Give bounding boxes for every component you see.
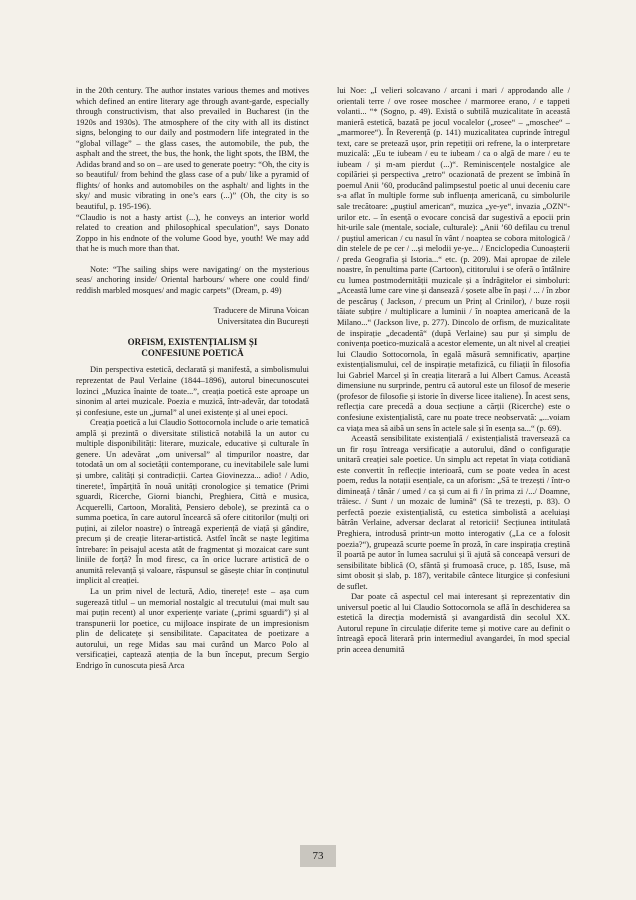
left-column [76,86,309,671]
paragraph-city-poetry: in the 20th century. The author instates various themes and motives which defined an entire literary age through avant-garde, especially through constructivism, that also prevailed in Bucharest (in the 1920s and 1930s). The atmosphere of the city with all its distinct signs, belonging to our daily and postmodern life integrated in the “global village” – the glass cases, the automobile, the pub, the asphalt and the street, the bus, the honk, the light spots, the IBM, the Adidas brand and so on – are used to generate poetry: “Oh, the city is so beautiful/ from behind the glass case of a pub/ like a pyramid of flights/ of honks and automobiles on the asphalt/ and lights in the sky/ and music vibrating in one’s ears (...)” (Oh, the city is so beautiful, p. 195-196). [76,86,309,212]
paragraph-avant-garde: Dar poate că aspectul cel mai interesant și reprezentativ din universul poetic al lui Claudio Sottocornola se află în deschiderea sa estetică la direcția modernistă și avangardistă din secolul XX. Autorul repune în circulație diferite teme și motive care au definit o întreagă epocă literară prin intermediul avangardei, în mod special prin aceea denumită [337,592,570,654]
paragraph-first-reading: La un prim nivel de lectură, Adio, tinerețe! este – așa cum sugerează titlul – un memorial nostalgic al trecutului (mai mult sau mai puțin recent) al unor experiențe variate („primi sguardi”) și al transpunerii lor poetice, cu mijloace inspirate de un impresionism plin de delicatețe și sensibilitate. Capacitatea de poetizare a autorului, un rege Midas sau mai curând un Marco Polo al versificației, captează atenția de la bun început, precum Sergio Endrigo în cunoscuta piesă Arca [76,586,309,670]
paragraph-musicality: lui Noe: „I velieri solcavano / arcani i mari / approdando alle / orientali terre / ove rosee moschee / marmoree erano, / e tappeti volanti... “* (Sogno, p. 49). Există o subtilă muzicalitate în această manieră estetică, bazată pe jocul vocalelor („rosee“ – „moschee“ – „marmoree“). În Reverenţă (p. 141) muzicalitatea cuprinde întregul text, care se pretează ușor, prin repetiții ori refrene, la o interpretare muzicală: „Eu te iubeam / eu te iubeam / ca o algă de mare / eu te iubeam / și m-am pierdut (...)“. Reminiscențele nostalgice ale copilăriei și perspectiva „retro“ ocazionată de prezent se îmbină în poemul Anii ’60, producând palimpsestul poetic al unui deceniu care s-a aflat în multiple forme sub influența americană, cu simbolurile sale trecătoare: „puștiul american“, muzica „ye-ye“, invazia „OZN“-urilor etc. – în esență o evocare concisă dar sugestivă a epocii prin hit-urile sale (mentale, sociale, culturale): „Anii ’60 defilau cu trenul / puștiul american / cu nasul în vânt / noaptea se cobora mitologică / din stelele de pe cer / ...și melodii ye-ye... / Enciclopedia Cunoașterii / preda Geografia și Istoria...“ etc. (p. 209). Mai apropae de zilele noastre, în penultima parte (Cartoon), cititorului i se oferă o întâlnire cu lumea postmodernității muzicale și a îndrăgitelor ei simboluri: „Această lume care vine și dansează / șosete albe în pași / ... / în zbor de pescăruș ( Jackson, / precum un Prinț al Crinilor), / buze roșii tăiate subțire / multiplicare a luminii / în noaptea americană de la Milano...“ (Jackson live, p. 277). Dincolo de orfism, de muzicalitate de inspirație „decadentă“ (după Verlaine) sau pur și simplu de conivența poetico-muzicală a acestor elemente, un alt nivel al creației lui Claudio Sottocornola, în egală măsură semnificativ, aparține existențialismului, cel de inspirație metafizică, cu filiații în filosofia lui Gabriel Marcel și în creația literară a lui Albert Camus. Această dimensiune nu surprinde, pentru că autorul este un filosof de meserie (profesor de filosofie și istorie în diverse licee italiene). În acest sens, reflecția care precedă a doua secțiune a cărții (Ricerche) este o confesiune existențialistă, care nu poate trece neobservată: „...voiam ca viața mea să aibă un sens în actele sale și în esența sa...“ (p. 69). [337,86,570,433]
paragraph-symbolism: Din perspectiva estetică, declarată și manifestă, a simbolismului reprezentat de Paul Verlaine (1844–1896), autorul binecunoscutei lozinci „Muzica înainte de toate...”, creația poetică este aproape un sinonim al artei muzicale. Poezia e muzică, într-adevăr, dar totodată și confesiune, este un „jurnal” al unei existențe și al unei epoci. [76,365,309,417]
paragraph-existential: Această sensibilitate existențială / existențialistă traversează ca un fir roșu întreaga versificație a autorului, dând o configurație unitară creației sale poetice. Un simplu act repetat în viața cotidiană este convertit în reflecție interioară, cum se poate vedea în acest poem, redus la notații esențiale, ca un aforism: „Să te trezești / într-o dimineață / tânăr / umed / ca și cum ai fi / în prima zi /.../ Doamne, trăiesc. / Sunt / un mozaic de lumină“ (Să te trezești, p. 83). O perfectă poezie existențialistă, cu estetica simbolistă a aceluiași bătrân Verlaine, adversar declarat al retoricii! Secțiunea intitulată Preghiera, introdusă printr-un motto interogativ („La ce a folosit poezia?“), grupează scurte poeme în proză, în care inspirația creștină îl poartă pe autor în lumea sacrului și îi ajută să conceapă versuri de sensibilitate biblică (O, sfântă și frumoasă cruce, p. 185, Isuse, mă simt obosit și slab, p. 187), veritabile cântece liturgice și confesiuni de suflet. [337,434,570,591]
section-title-line1: ORFISM, EXISTENȚIALISM ȘI [127,337,258,348]
translator-affiliation: Universitatea din București [217,316,309,326]
paragraph-claudio-quote: “Claudio is not a hasty artist (...), he conveys an interior world related to creation and philosophical speculation”, says Donato Zoppo in his endnote of the volume Good bye, youth! We may add that he is much more than that. [76,212,309,254]
section-title-line2: CONFESIUNE POETICĂ [141,348,244,359]
paragraph-thematic-area: Creația poetică a lui Claudio Sottocornola include o arie tematică amplă și prezintă o diversitate stilistică notabilă la un autor cu multiple disponibilități: literare, muzicale, educative și culturale în genere. Un adevărat „om universal” al timpurilor noastre, dar totodată un om al societății contemporane, cu inevitabilele sale lumi și umbre, calități și contradicții. Cartea Giovinezza... adio! / Adio, tinerete!, împărțită în nouă unități cronologice și tematice (Primi sguardi, Ricerche, Giorni bianchi, Preghiera, Città e musica, Acquerelli, Cartoon, Moralità, Pensiero debole), se prezintă ca o summa poetica, în care autorul încearcă să ofere cititorilor (mulți ori puțini, ai zilelor noastre) o întreagă experiență de viață și gândire, precum și de creație literar-artistică. Astfel încât se naște legitima întrebare: în peisajul acesta atât de fragmentat și mozaicat care sunt liniile de forță? În mod firesc, ca în orice lucrare artistică de o anumită relevanță și valoare, răspunsul se găsește chiar în conținutul implicit al creației. [76,418,309,586]
right-column [337,86,570,656]
endnote: Note: “The sailing ships were navigating/ on the mysterious seas/ anchoring inside/ Oriental harbours/ where one could find/ reddish marbled mosques/ and magic carpets” (Dream, p. 49) [76,264,309,295]
page-number: 73 [300,845,336,867]
translator-credit: Traducere de Miruna Voican [213,306,309,316]
